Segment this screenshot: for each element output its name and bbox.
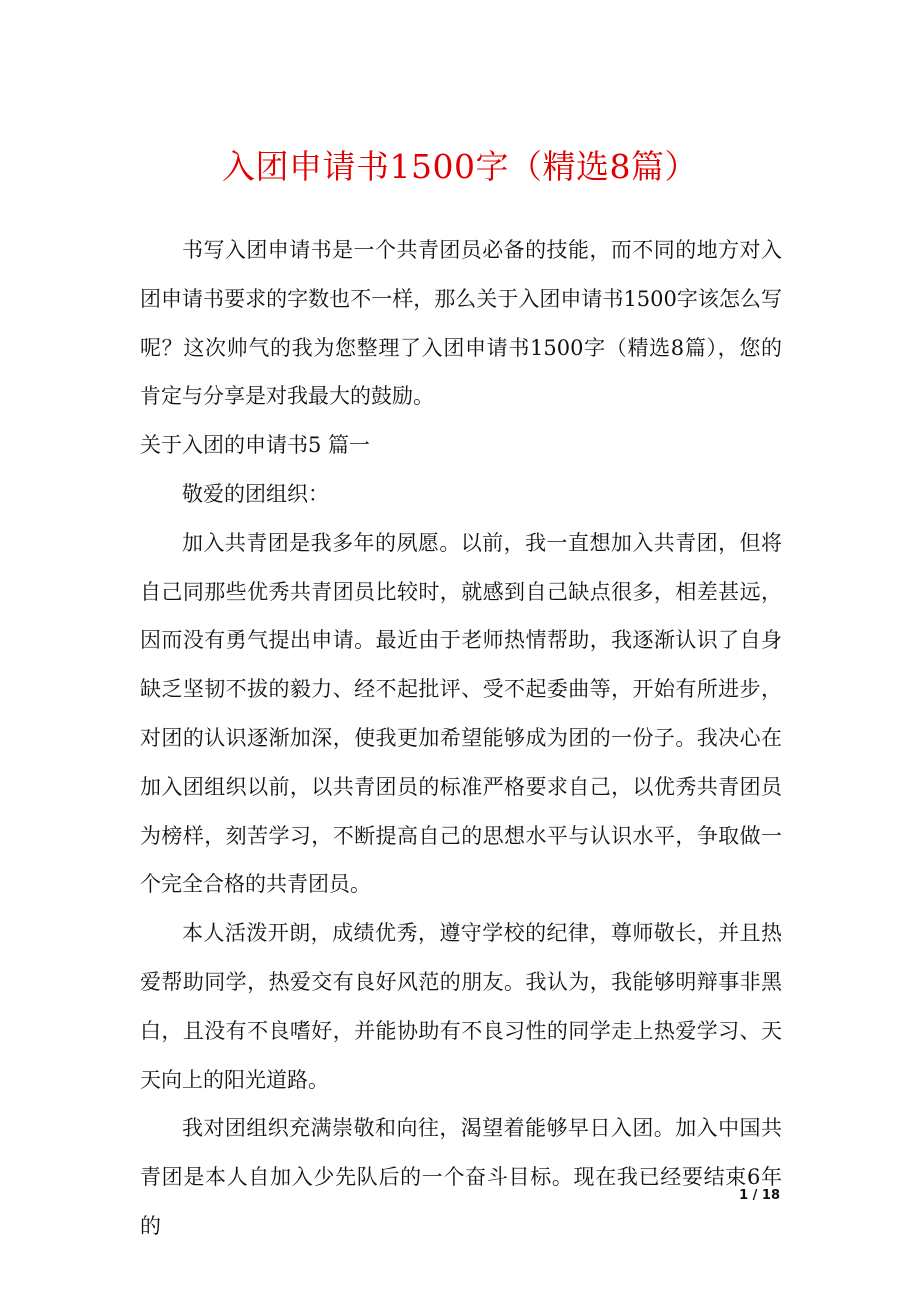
body-paragraph: 本人活泼开朗，成绩优秀，遵守学校的纪律，尊师敬长，并且热爱帮助同学，热爱交有良好风范的朋友。我认为，我能够明辩事非黑白，且没有不良嗜好，并能协助有不良习性的同学走上热爱学习、天天向上的阳光道路。 (140, 921, 782, 1092)
body-paragraph: 加入共青团是我多年的夙愿。以前，我一直想加入共青团，但将自己同那些优秀共青团员比较时，就感到自己缺点很多，相差甚远，因而没有勇气提出申请。最近由于老师热情帮助，我逐渐认识了自身缺乏坚韧不拔的毅力、经不起批评、受不起委曲等，开始有所进步，对团的认识逐渐加深，使我更加希望能够成为团的一份子。我决心在加入团组织以前，以共青团员的标准严格要求自己，以优秀共青团员为榜样，刻苦学习，不断提高自己的思想水平与认识水平，争取做一个完全合格的共青团员。 (140, 530, 782, 897)
document-title: 入团申请书1500字（精选8篇） (222, 147, 698, 186)
section-heading: 关于入团的申请书5 篇一 (140, 433, 371, 458)
page-number: 1 / 18 (739, 1188, 780, 1203)
salutation: 敬爱的团组织： (182, 481, 329, 506)
body-paragraph: 我对团组织充满崇敬和向往，渴望着能够早日入团。加入中国共青团是本人自加入少先队后的一个奋斗目标。现在我已经要结束6年的 (140, 1116, 782, 1238)
document-body (140, 226, 782, 1251)
intro-paragraph: 书写入团申请书是一个共青团员必备的技能，而不同的地方对入团申请书要求的字数也不一样，那么关于入团申请书1500字该怎么写呢？这次帅气的我为您整理了入团申请书1500字（精选8篇），您的肯定与分享是对我最大的鼓励。 (140, 238, 782, 409)
